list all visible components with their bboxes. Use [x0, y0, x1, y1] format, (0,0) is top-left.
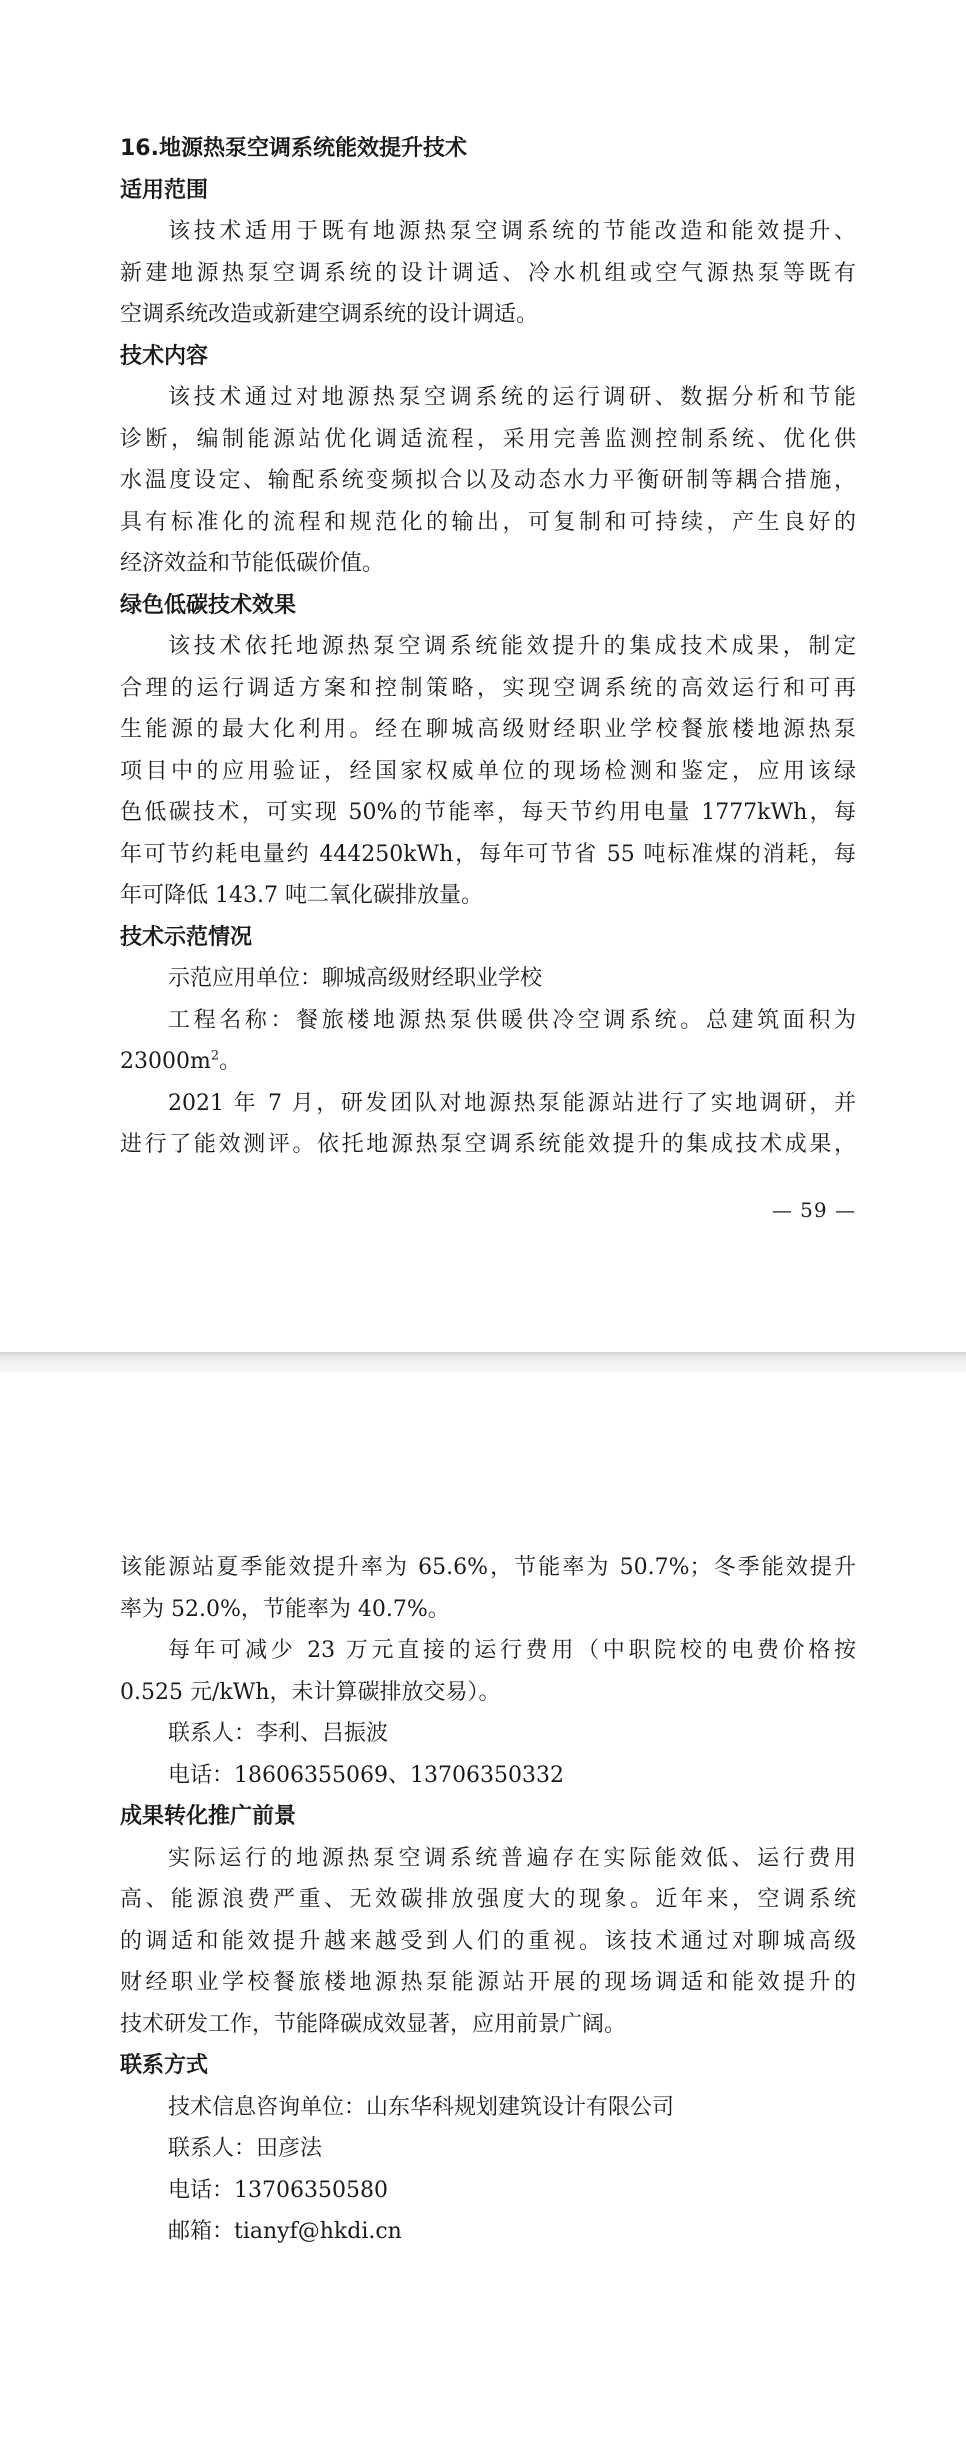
- effect-line: 色低碳技术，可实现 50%的节能率，每天节约用电量 1777kWh，每: [120, 800, 856, 825]
- page-1-content: [120, 128, 856, 1166]
- demo-line: 2021 年 7 月，研发团队对地源热泵能源站进行了实地调研，并: [168, 1090, 856, 1116]
- continued-line: 该能源站夏季能效提升率为 65.6%，节能率为 50.7%；冬季能效提升: [120, 1555, 856, 1580]
- content-line: 诊断，编制能源站优化调适流程，采用完善监测控制系统、优化供: [120, 426, 856, 452]
- page-separator: [0, 1352, 966, 1372]
- continued-line: 率为 52.0%，节能率为 40.7%。: [120, 1596, 450, 1622]
- section-title: 16.地源热泵空调系统能效提升技术: [120, 136, 467, 161]
- prospect-line: 高、能源浪费严重、无效碳排放强度大的现象。近年来，空调系统: [120, 1887, 856, 1912]
- effect-heading: 绿色低碳技术效果: [120, 592, 297, 618]
- prospect-line: 实际运行的地源热泵空调系统普遍存在实际能效低、运行费用: [168, 1845, 856, 1871]
- area-value: 23000m: [120, 1049, 211, 1074]
- area-superscript: 2: [210, 1048, 220, 1064]
- contact-phone: 电话：13706350580: [168, 2177, 388, 2203]
- area-end: 。: [219, 1049, 242, 1074]
- cost-line: 每年可减少 23 万元直接的运行费用（中职院校的电费价格按: [168, 1638, 856, 1663]
- prospect-line: 的调适和能效提升越来越受到人们的重视。该技术通过对聊城高级: [120, 1928, 856, 1954]
- content-line: 水温度设定、输配系统变频拟合以及动态水力平衡研制等耦合措施，: [120, 468, 856, 493]
- scope-heading: 适用范围: [120, 177, 209, 203]
- scope-line: 空调系统改造或新建空调系统的设计调适。: [120, 302, 539, 327]
- effect-line: 项目中的应用验证，经国家权威单位的现场检测和鉴定，应用该绿: [120, 758, 856, 784]
- cost-line: 0.525 元/kWh，未计算碳排放交易）。: [120, 1679, 501, 1705]
- contact-person: 联系人：田彦法: [168, 2136, 323, 2161]
- effect-line: 该技术依托地源热泵空调系统能效提升的集成技术成果，制定: [168, 634, 856, 659]
- demo-unit: 示范应用单位：聊城高级财经职业学校: [168, 966, 543, 991]
- scope-line: 新建地源热泵空调系统的设计调适、冷水机组或空气源热泵等既有: [120, 260, 856, 286]
- effect-line: 生能源的最大化利用。经在聊城高级财经职业学校餐旅楼地源热泵: [120, 717, 856, 742]
- demo-project-line: 工程名称：餐旅楼地源热泵供暖供冷空调系统。总建筑面积为: [168, 1007, 856, 1033]
- contact-heading: 联系方式: [120, 2053, 209, 2078]
- content-line: 该技术通过对地源热泵空调系统的运行调研、数据分析和节能: [168, 385, 856, 410]
- demo-phone: 电话：18606355069、13706350332: [168, 1762, 564, 1788]
- scope-line: 该技术适用于既有地源热泵空调系统的节能改造和能效提升、: [168, 219, 856, 244]
- demo-heading: 技术示范情况: [120, 924, 253, 950]
- demo-contact: 联系人：李利、吕振波: [168, 1721, 389, 1746]
- prospect-line: 财经职业学校餐旅楼地源热泵能源站开展的现场调适和能效提升的: [120, 1970, 856, 1995]
- prospect-heading: 成果转化推广前景: [120, 1804, 297, 1829]
- prospect-line: 技术研发工作，节能降碳成效显著，应用前景广阔。: [120, 2011, 627, 2037]
- contact-email: 邮箱：tianyf@hkdi.cn: [168, 2219, 402, 2244]
- demo-project-area: [120, 1041, 856, 1083]
- effect-line: 年可节约耗电量约 444250kWh，每年可节省 55 吨标准煤的消耗，每: [120, 841, 856, 867]
- page-number: — 59 —: [771, 1198, 856, 1222]
- demo-line: 进行了能效测评。依托地源热泵空调系统能效提升的集成技术成果，: [120, 1132, 856, 1157]
- contact-unit: 技术信息咨询单位：山东华科规划建筑设计有限公司: [168, 2094, 675, 2120]
- content-line: 经济效益和节能低碳价值。: [120, 551, 385, 576]
- effect-line: 合理的运行调适方案和控制策略，实现空调系统的高效运行和可再: [120, 675, 856, 701]
- content-line: 具有标准化的流程和规范化的输出，可复制和可持续，产生良好的: [120, 509, 856, 535]
- page-2-content: [120, 1547, 856, 2253]
- content-heading: 技术内容: [120, 343, 209, 369]
- document-page-2: [0, 1372, 966, 2443]
- effect-line: 年可降低 143.7 吨二氧化碳排放量。: [120, 883, 483, 908]
